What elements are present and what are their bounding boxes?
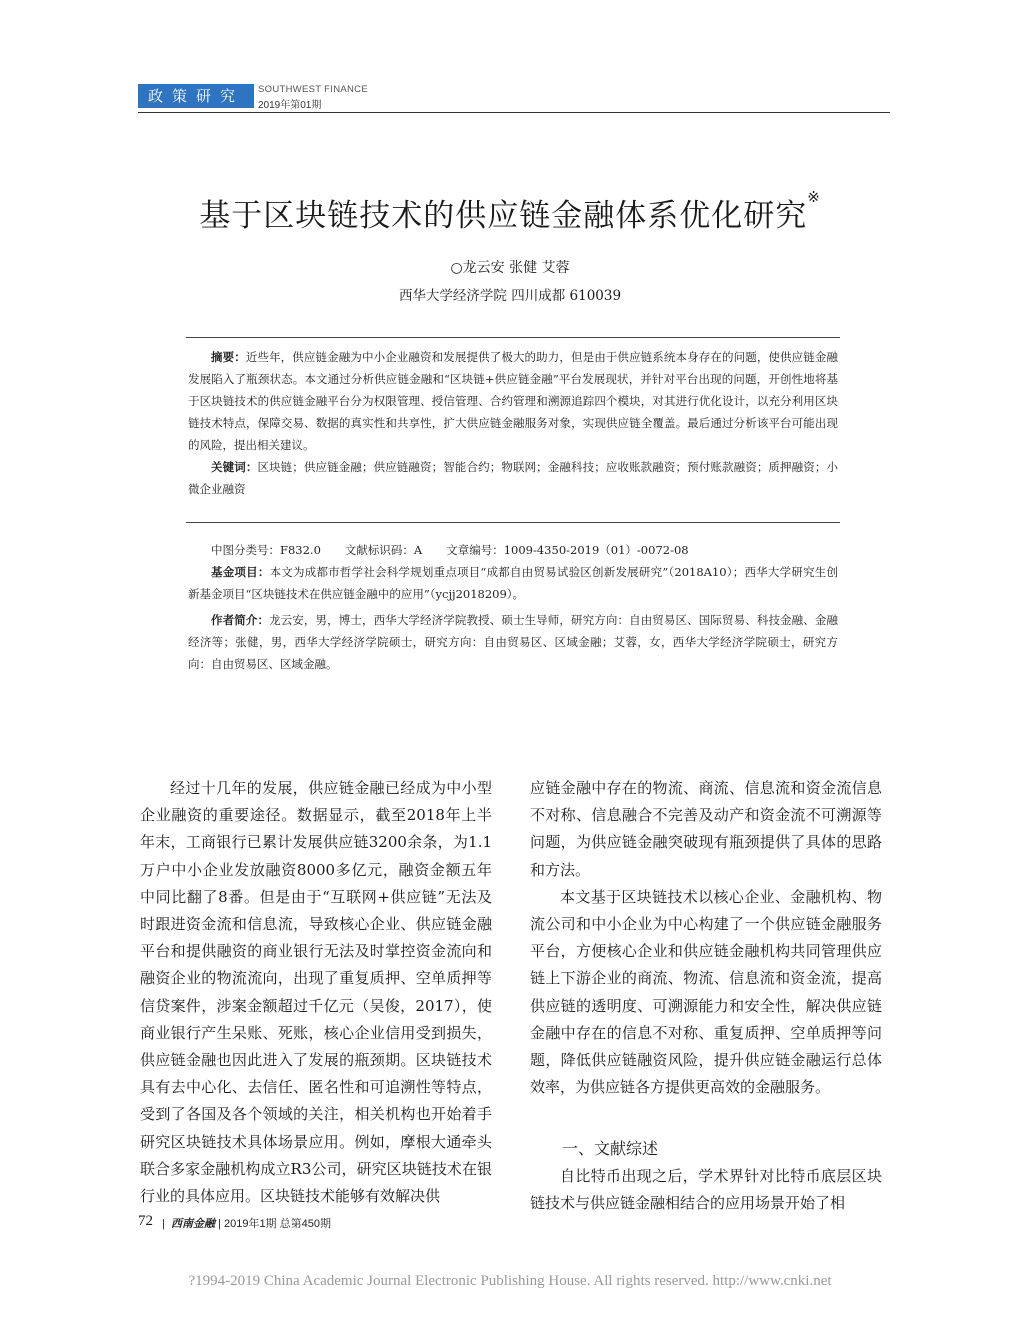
body-paragraph: 自比特币出现之后，学术界针对比特币底层区块链技术与供应链金融相结合的应用场景开始了相 (530, 1166, 882, 1212)
classification-row (188, 539, 838, 561)
body-paragraph: 经过十几年的发展，供应链金融已经成为中小型企业融资的重要途径。数据显示，截至2018年上半年末，工商银行已累计发展供应链3200余条，为1.1万户中小企业发放融资8000多亿元，融资金额五年中同比翻了8番。但是由于“互联网+供应链”无法及时跟进资金流和信息流，导致核心企业、供应链金融平台和提供融资的商业银行无法及时掌控资金流向和融资企业的物流流向，出现了重复质押、空单质押等信贷案件，涉案金额超过千亿元（吴俊，2017），使商业银行产生呆账、死账，核心企业信用受到损失，供应链金融也因此进入了发展的瓶颈期。区块链技术具有去中心化、去信任、匿名性和可追溯性等特点，受到了各国及各个领域的关注，相关机构也开始着手研究区块链技术具体场景应用。例如，摩根大通牵头联合多家金融机构成立R3公司，研究区块链技术在银行业的具体应用。区块链技术能够有效解决供 (140, 779, 492, 1206)
affiliation: 西华大学经济学院 四川成都 610039 (398, 288, 622, 304)
abstract (188, 346, 838, 500)
article-title (0, 190, 1020, 235)
body-paragraph: 应链金融中存在的物流、商流、信息流和资金流信息不对称、信息融合不完善及动产和资金流不可溯源等问题，为供应链金融突破现有瓶颈提供了具体的思路和方法。 (530, 779, 882, 879)
section-heading: 一、文献综述 (562, 1139, 659, 1159)
page-number: 72 (138, 1213, 153, 1229)
copyright-notice: ?1994-2019 China Academic Journal Electronic Publishing House. All rights reserved. http://www.cnki.net (188, 1273, 832, 1289)
bio-text: 龙云安，男，博士，西华大学经济学院教授、硕士生导师，研究方向：自由贸易区、国际贸易、科技金融、金融经济等；张健，男，西华大学经济学院硕士，研究方向：自由贸易区、区域金融；艾蓉，女，西华大学经济学院硕士，研究方向：自由贸易区、区域金融。 (188, 613, 839, 671)
body-column-left (140, 775, 492, 1210)
footer-journal: | 西南金融 | 2019年1期 总第450期 (162, 1217, 331, 1230)
body-column-right (530, 775, 882, 1217)
journal-logo-text: 西南金融 (170, 1217, 215, 1230)
abstract-label: 摘要： (211, 350, 246, 364)
abstract-top-rule (186, 337, 840, 338)
bio-label: 作者简介： (211, 613, 270, 627)
abstract-text: 近些年，供应链金融为中小企业融资和发展提供了极大的助力，但是由于供应链系统本身存在的问题，使供应链金融发展陷入了瓶颈状态。本文通过分析供应链金融和“区块链+供应链金融”平台发展现状，并针对平台出现的问题，开创性地将基于区块链技术的供应链金融平台分为权限管理、授信管理、合约管理和溯源追踪四个模块，对其进行优化设计，以充分利用区块链技术特点，保障交易、数据的真实性和共享性，扩大供应链金融服务对象，实现供应链全覆盖。最后通过分析该平台可能出现的风险，提出相关建议。 (188, 350, 838, 452)
keywords-label: 关键词： (211, 460, 258, 474)
header-divider (138, 112, 890, 113)
journal-issue: 2019年第01期 (258, 100, 322, 111)
clc-number: 中图分类号：F832.0 (211, 543, 321, 557)
abstract-bottom-rule (186, 522, 840, 523)
article-number: 文章编号：1009-4350-2019（01）-0072-08 (446, 543, 689, 557)
fund-label: 基金项目： (211, 565, 270, 579)
keywords-text: 区块链；供应链金融；供应链融资；智能合约；物联网；金融科技；应收账款融资；预付账款融资；质押融资；小微企业融资 (188, 460, 838, 496)
section-label: 政策研究 (138, 84, 254, 108)
journal-name-en: SOUTHWEST FINANCE (258, 84, 368, 95)
footer-issue: 2019年1期 总第450期 (223, 1218, 331, 1230)
body-paragraph: 本文基于区块链技术以核心企业、金融机构、物流公司和中小企业为中心构建了一个供应链金融服务平台，方便核心企业和供应链金融机构共同管理供应链上下游企业的商流、物流、信息流和资金流，提高供应链的透明度、可溯源能力和安全性，解决供应链金融中存在的信息不对称、重复质押、空单质押等问题，降低供应链融资风险，提升供应链金融运行总体效率，为供应链各方提供更高效的金融服务。 (530, 887, 882, 1097)
fund-info (188, 561, 838, 675)
fund-text: 本文为成都市哲学社会科学规划重点项目“成都自由贸易试验区创新发展研究”（2018A10）；西华大学研究生创新基金项目“区块链技术在供应链金融中的应用”（ycjj2018209）。 (188, 565, 839, 601)
article-title-text: 基于区块链技术的供应链金融体系优化研究 (199, 198, 808, 234)
document-code: 文献标识码：A (344, 543, 423, 557)
title-footnote-mark: ※ (807, 188, 821, 206)
authors: ○龙云安 张健 艾蓉 (450, 260, 570, 276)
